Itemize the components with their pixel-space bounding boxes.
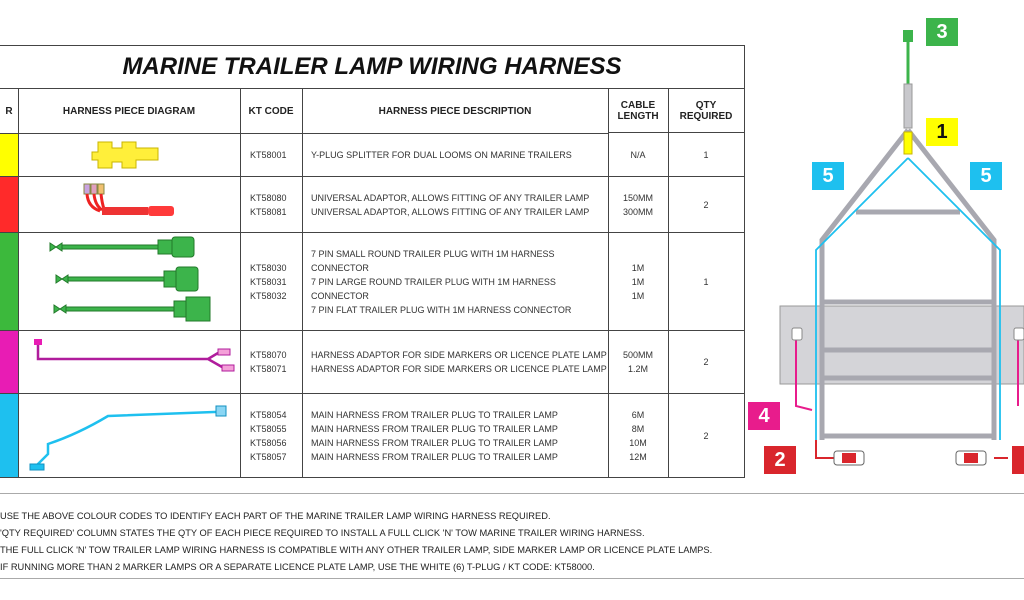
header-qty: QTY REQUIRED bbox=[668, 89, 744, 133]
badge-2-right bbox=[1012, 446, 1024, 474]
description-cell: HARNESS ADAPTOR FOR SIDE MARKERS OR LICENCE PLATE LAMP HARNESS ADAPTOR FOR SIDE MARKERS OR LICENCE PLATE LAMP bbox=[311, 350, 607, 374]
kt-code-cell: KT58054 KT58055 KT58056 KT58057 bbox=[250, 409, 287, 462]
badge-5-right: 5 bbox=[970, 162, 1002, 190]
length-cell: 150MM 300MM bbox=[622, 192, 653, 217]
trailer-plug-diagram bbox=[18, 233, 240, 330]
kt-code-cell: KT58030 KT58031 KT58032 bbox=[250, 262, 287, 301]
length-cell: N/A bbox=[630, 150, 646, 160]
harness-adaptor-icon bbox=[18, 331, 240, 393]
table-row bbox=[0, 177, 744, 233]
trailer-frame-illustration bbox=[760, 0, 1024, 490]
length-cell: 1M 1M 1M bbox=[631, 262, 645, 301]
main-harness-diagram bbox=[18, 394, 240, 477]
description-cell: 7 PIN SMALL ROUND TRAILER PLUG WITH 1M HARNESS CONNECTOR 7 PIN LARGE ROUND TRAILER PLUG WITH 1M HARNESS CONNECTOR 7 PIN FLAT TRAILER PLUG WITH 1M HARNESS CONNECTOR bbox=[311, 248, 572, 315]
description-cell: MAIN HARNESS FROM TRAILER PLUG TO TRAILER LAMP MAIN HARNESS FROM TRAILER PLUG TO TRAILER LAMP MAIN HARNESS FROM TRAILER PLUG TO TRAILER LAMP MAIN HARNESS FROM TRAILER PLUG TO TRAILER LAMP bbox=[311, 409, 558, 462]
harness-table bbox=[0, 45, 745, 478]
divider bbox=[0, 493, 1024, 494]
universal-adaptor-icon bbox=[18, 177, 240, 232]
qty-cell: 2 bbox=[703, 430, 709, 441]
note-line: 'QTY REQUIRED' COLUMN STATES THE QTY OF EACH PIECE REQUIRED TO INSTALL A FULL CLICK 'N' TOW MARINE TRAILER WIRING HARNESS. bbox=[0, 528, 645, 538]
colour-swatch bbox=[0, 331, 18, 393]
badge-2-left: 2 bbox=[764, 446, 796, 474]
divider bbox=[0, 578, 1024, 579]
harness-adaptor-diagram bbox=[18, 331, 240, 393]
header-kt-code: KT CODE bbox=[240, 89, 302, 134]
header-description: HARNESS PIECE DESCRIPTION bbox=[302, 89, 608, 134]
trailer-wiring-diagram bbox=[760, 0, 1024, 490]
description-cell: UNIVERSAL ADAPTOR, ALLOWS FITTING OF ANY TRAILER LAMP UNIVERSAL ADAPTOR, ALLOWS FITTING OF ANY TRAILER LAMP bbox=[311, 192, 590, 217]
universal-adaptor-diagram bbox=[18, 177, 240, 232]
qty-cell: 2 bbox=[703, 199, 709, 210]
colour-swatch bbox=[0, 134, 18, 176]
table-row bbox=[0, 394, 744, 477]
length-cell: 500MM 1.2M bbox=[622, 350, 653, 374]
note-line: IF RUNNING MORE THAN 2 MARKER LAMPS OR A SEPARATE LICENCE PLATE LAMP, USE THE WHITE (6) T-PLUG / KT CODE: KT58000. bbox=[0, 562, 595, 572]
colour-swatch bbox=[0, 177, 18, 232]
colour-swatch bbox=[0, 233, 18, 330]
y-plug-icon bbox=[18, 134, 240, 176]
header-cable-length: CABLE LENGTH bbox=[608, 89, 668, 133]
note-line: THE FULL CLICK 'N' TOW TRAILER LAMP WIRING HARNESS IS COMPATIBLE WITH ANY OTHER TRAILER LAMP, SIDE MARKER LAMP OR LICENCE PLATE LAMPS. bbox=[0, 545, 713, 555]
table-row bbox=[0, 331, 744, 394]
main-harness-icon bbox=[18, 394, 240, 477]
table-row bbox=[0, 233, 744, 331]
y-plug-diagram bbox=[18, 134, 240, 176]
qty-cell: 1 bbox=[703, 150, 709, 160]
kt-code-cell: KT58080 KT58081 bbox=[250, 192, 287, 217]
qty-cell: 1 bbox=[703, 276, 709, 287]
table-row bbox=[0, 134, 744, 177]
badge-1: 1 bbox=[926, 118, 958, 146]
length-cell: 6M 8M 10M 12M bbox=[629, 409, 647, 462]
header-diagram: HARNESS PIECE DIAGRAM bbox=[18, 89, 240, 134]
badge-4: 4 bbox=[748, 402, 780, 430]
badge-3: 3 bbox=[926, 18, 958, 46]
qty-cell: 2 bbox=[703, 357, 709, 367]
header-colour: R bbox=[0, 89, 18, 134]
trailer-plug-icon bbox=[18, 233, 240, 330]
kt-code-cell: KT58001 bbox=[250, 150, 287, 160]
badge-5-left: 5 bbox=[812, 162, 844, 190]
description-cell: Y-PLUG SPLITTER FOR DUAL LOOMS ON MARINE TRAILERS bbox=[311, 150, 572, 160]
note-line: USE THE ABOVE COLOUR CODES TO IDENTIFY EACH PART OF THE MARINE TRAILER LAMP WIRING HARNESS REQUIRED. bbox=[0, 511, 551, 521]
kt-code-cell: KT58070 KT58071 bbox=[250, 350, 287, 374]
notes bbox=[0, 508, 760, 576]
table-title: MARINE TRAILER LAMP WIRING HARNESS bbox=[0, 46, 744, 89]
colour-swatch bbox=[0, 394, 18, 477]
